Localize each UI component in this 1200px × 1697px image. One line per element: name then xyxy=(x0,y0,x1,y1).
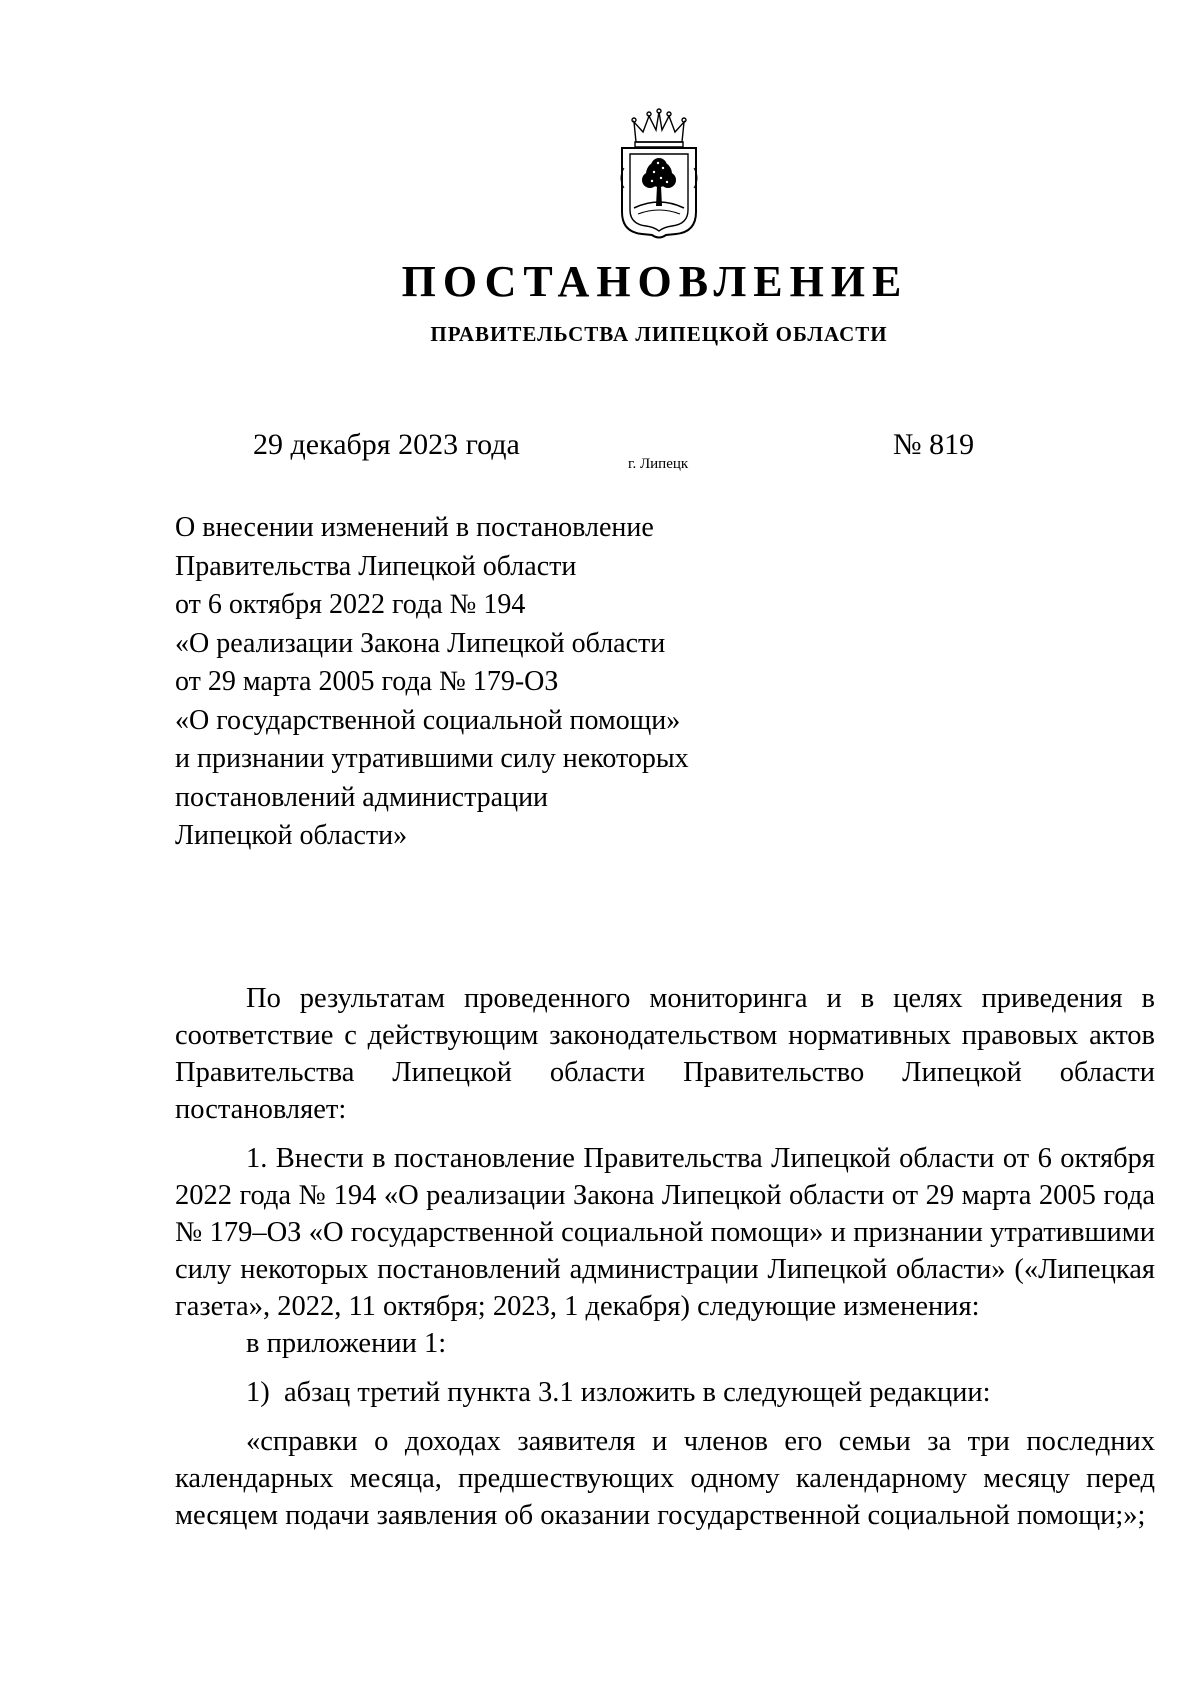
subject-line: «О реализации Закона Липецкой области xyxy=(175,627,666,659)
body-line: По результатам проведенного мониторинга и в целях приведения в xyxy=(246,983,1155,1014)
preamble-paragraph xyxy=(175,980,1155,1128)
subject-line: постановлений администрации xyxy=(175,781,549,813)
subject-line: О внесении изменений в постановление xyxy=(175,512,654,543)
document-city: г. Липецк xyxy=(628,456,689,472)
body-line: календарных месяца, предшествующих одному календарному месяцу перед xyxy=(175,1463,1155,1494)
subject-line: от 29 марта 2005 года № 179-ОЗ xyxy=(175,666,559,697)
body-line: 2022 года № 194 «О реализации Закона Липецкой области от 29 марта 2005 года xyxy=(175,1180,1155,1211)
body-line: 1. Внести в постановление Правительства Липецкой области от 6 октября xyxy=(246,1143,1155,1174)
subject-line: «О государственной социальной помощи» xyxy=(175,704,681,736)
annex-line: в приложении 1: xyxy=(246,1328,447,1359)
issuer-subtitle: ПРАВИТЕЛЬСТВА ЛИПЕЦКОЙ ОБЛАСТИ xyxy=(430,322,888,346)
quote-paragraph xyxy=(175,1423,1155,1534)
document-date: 29 декабря 2023 года xyxy=(253,428,520,461)
body-line: Правительства Липецкой области Правительство Липецкой области xyxy=(175,1057,1155,1088)
subject-line: от 6 октября 2022 года № 194 xyxy=(175,589,526,620)
subitem-1-line: 1) абзац третий пункта 3.1 изложить в следующей редакции: xyxy=(246,1377,991,1408)
body-line: силу некоторых постановлений администрации Липецкой области» («Липецкая xyxy=(175,1254,1155,1285)
body-line: газета», 2022, 11 октября; 2023, 1 декабря) следующие изменения: xyxy=(175,1291,980,1322)
item-1-paragraph xyxy=(175,1140,1155,1325)
body-line: «справки о доходах заявителя и членов его семьи за три последних xyxy=(246,1426,1155,1457)
document-number: № 819 xyxy=(893,428,975,461)
document-subject xyxy=(175,509,735,856)
body-line: № 179–ОЗ «О государственной социальной помощи» и признании утратившими xyxy=(175,1217,1155,1248)
coat-of-arms-icon xyxy=(616,108,702,240)
body-line: месяцем подачи заявления об оказании государственной социальной помощи;»; xyxy=(175,1500,1146,1531)
body-line: постановляет: xyxy=(175,1094,347,1125)
body-line: соответствие с действующим законодательством нормативных правовых актов xyxy=(175,1020,1155,1051)
subject-line: и признании утратившими силу некоторых xyxy=(175,743,689,774)
subject-line: Липецкой области» xyxy=(175,820,408,851)
document-type-title: ПОСТАНОВЛЕНИЕ xyxy=(401,257,909,306)
document-body xyxy=(175,980,1155,1534)
subject-line: Правительства Липецкой области xyxy=(175,550,577,582)
